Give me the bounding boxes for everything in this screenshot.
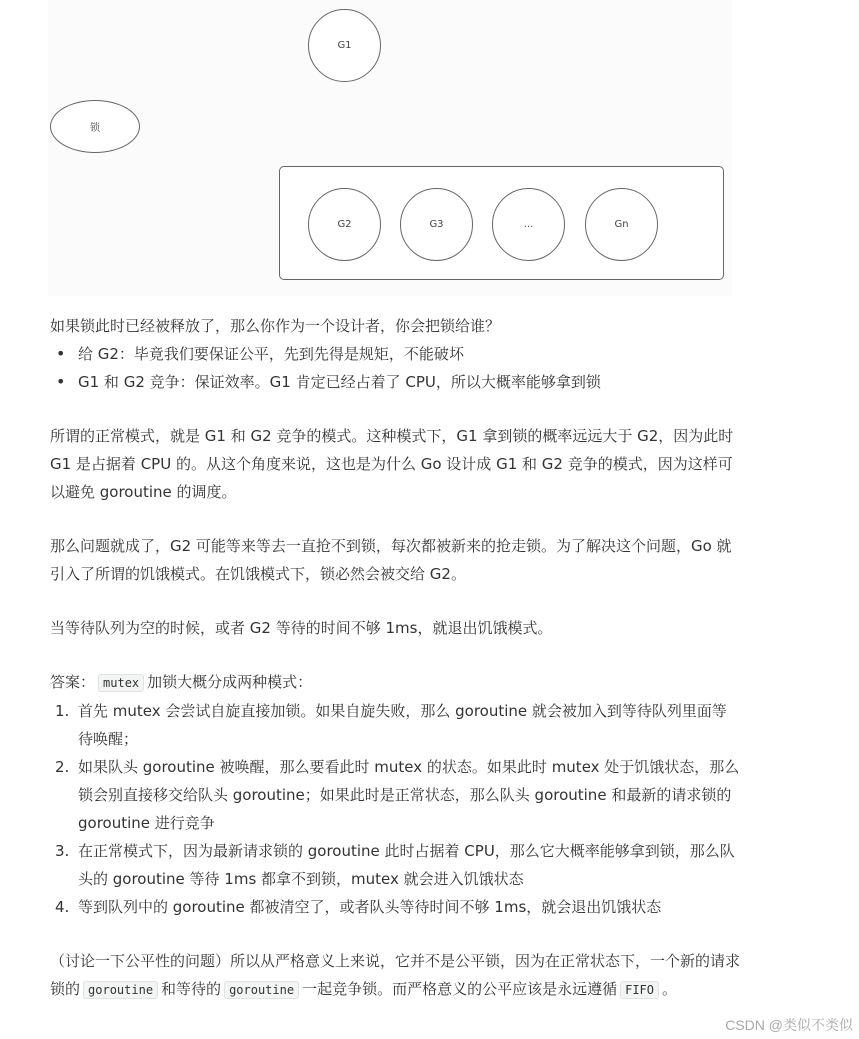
fairness-discussion (50, 947, 740, 1004)
discussion-text: 一起竞争锁。而严格意义的公平应该是永远遵循 (302, 980, 618, 998)
answer-step: 3. 在正常模式下，因为最新请求锁的 goroutine 此时占据着 CPU，那么它大概率能够拿到锁，那么队头的 goroutine 等待 1ms 都拿不到锁，mutex 就会进入饥饿状态 (55, 842, 735, 888)
article-content (50, 312, 740, 1004)
exit-paragraph: 当等待队列为空的时候，或者 G2 等待的时间不够 1ms，就退出饥饿模式。 (50, 619, 553, 637)
answer-step-text: 在正常模式下，因为最新请求锁的 goroutine 此时占据着 CPU，那么它大概率能够拿到锁，那么队头的 goroutine 等待 1ms 都拿不到锁，mutex 就会进入饥饿状态 (78, 842, 735, 888)
answer-step: 4. 等到队列中的 goroutine 都被清空了，或者队头等待时间不够 1ms，就会退出饥饿状态 (55, 898, 662, 916)
intro-question: 如果锁此时已经被释放了，那么你作为一个设计者，你会把锁给谁？ (50, 317, 501, 335)
option-list (50, 340, 740, 396)
g2-node: G2 (308, 188, 381, 261)
discussion-text: 和等待的 (161, 980, 222, 998)
g1-node: G1 (308, 9, 381, 82)
inline-code-goroutine: goroutine (83, 981, 158, 999)
answer-step: 2. 如果队头 goroutine 被唤醒，那么要看此时 mutex 的状态。如果此时 mutex 处于饥饿状态，那么锁会别直接移交给队头 goroutine；如果此时是正常状态，那么队头 goroutine 和最新的请求锁的 goroutine 进行竞争 (55, 758, 740, 832)
answer-step-text: 如果队头 goroutine 被唤醒，那么要看此时 mutex 的状态。如果此时 mutex 处于饥饿状态，那么锁会别直接移交给队头 goroutine；如果此时是正常状态，那么队头 goroutine 和最新的请求锁的 goroutine 进行竞争 (78, 758, 740, 832)
gn-node: Gn (585, 188, 658, 261)
inline-code-fifo: FIFO (620, 981, 659, 999)
csdn-watermark: CSDN @类似不类似 (725, 1017, 853, 1033)
g3-node: G3 (400, 188, 473, 261)
inline-code-mutex: mutex (98, 674, 144, 692)
starvation-paragraph: 那么问题就成了，G2 可能等来等去一直抢不到锁，每次都被新来的抢走锁。为了解决这个问题，Go 就引入了所谓的饥饿模式。在饥饿模式下，锁必然会被交给 G2。 (50, 537, 732, 583)
lock-node: 锁 (50, 100, 140, 153)
inline-code-goroutine: goroutine (224, 981, 299, 999)
discussion-text: 。 (662, 980, 678, 998)
discussion-text: （讨论一下公平性的问题）所以从严格意义上来说，它并不是公平锁，因为在正常状态下，一个新的请求锁的 (50, 952, 741, 998)
answer-step-text: 等到队列中的 goroutine 都被清空了，或者队头等待时间不够 1ms，就会退出饥饿状态 (78, 898, 662, 916)
option-item: • G1 和 G2 竞争：保证效率。G1 肯定已经占着了 CPU，所以大概率能够拿到锁 (50, 368, 740, 396)
answer-step: 1. 首先 mutex 会尝试自旋直接加锁。如果自旋失败，那么 goroutine 就会被加入到等待队列里面等待唤醒； (55, 702, 727, 748)
answer-suffix: 加锁大概分成两种模式： (147, 673, 313, 691)
answer-steps (50, 697, 740, 921)
option-item: • 给 G2：毕竟我们要保证公平，先到先得是规矩，不能破坏 (50, 340, 740, 368)
answer-heading (50, 668, 740, 697)
answer-prefix: 答案： (50, 673, 96, 691)
answer-step-text: 首先 mutex 会尝试自旋直接加锁。如果自旋失败，那么 goroutine 就会被加入到等待队列里面等待唤醒； (78, 702, 727, 748)
goroutine-lock-diagram (0, 0, 859, 300)
normal-mode-paragraph: 所谓的正常模式，就是 G1 和 G2 竞争的模式。这种模式下，G1 拿到锁的概率远远大于 G2，因为此时 G1 是占据着 CPU 的。从这个角度来说，这也是为什么 Go 设计成 G1 和 G2 竞争的模式，因为这样可以避免 goroutine 的调度。 (50, 427, 734, 501)
ellipsis-node: ... (492, 188, 565, 261)
